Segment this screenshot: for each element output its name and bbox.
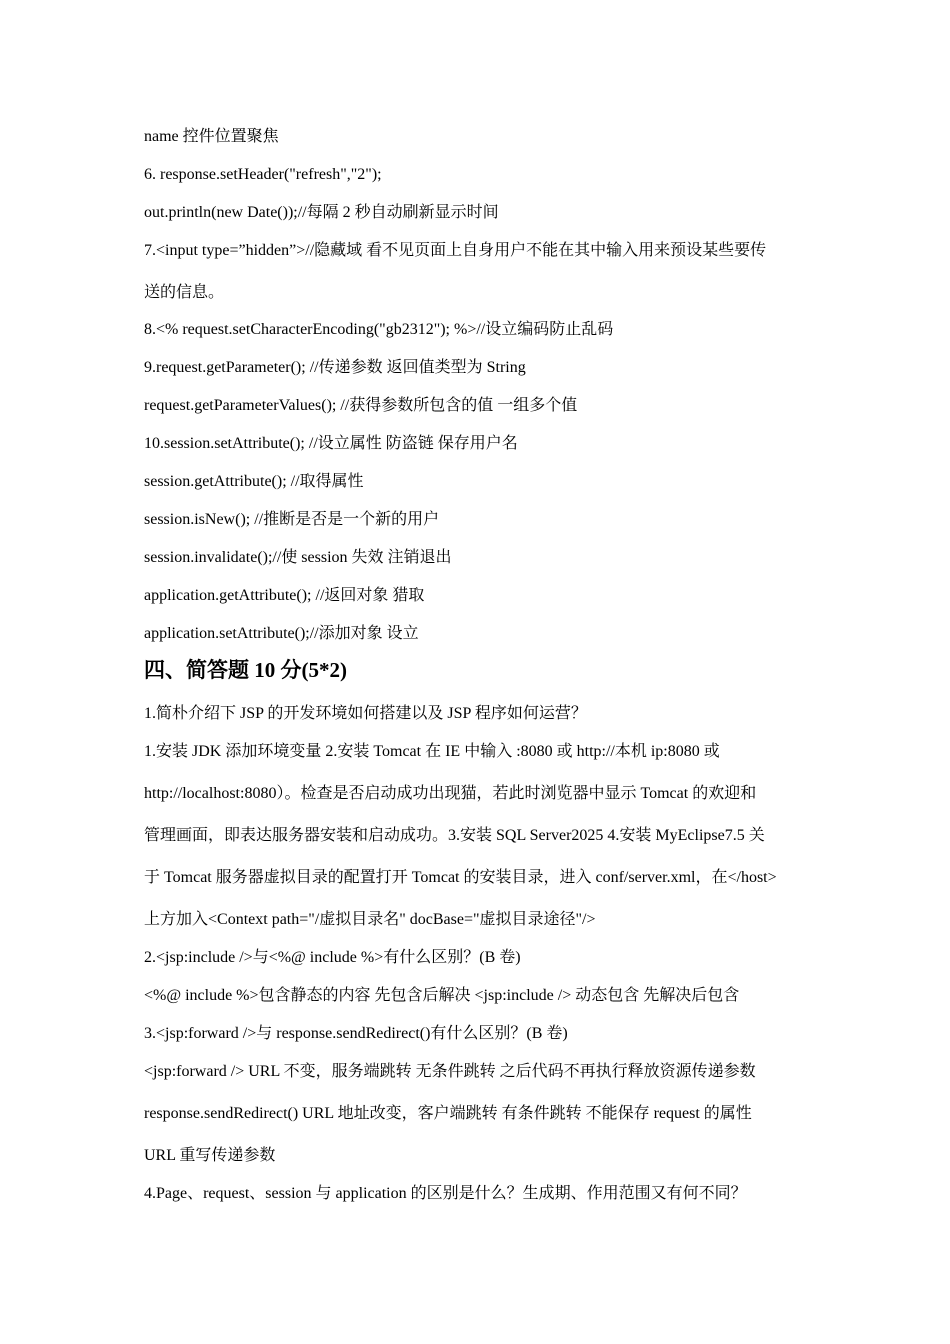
text-line: application.getAttribute(); //返回对象 猎取	[144, 587, 425, 604]
text-line: 3.<jsp:forward />与 response.sendRedirect()有什么区别？(B 卷)	[144, 1025, 568, 1042]
text-line: application.setAttribute();//添加对象 设立	[144, 625, 419, 642]
text-line: 上方加入<Context path="/虚拟目录名" docBase="虚拟目录途径"/>	[144, 911, 596, 928]
text-line: name 控件位置聚焦	[144, 128, 279, 145]
text-line: 4.Page、request、session 与 application 的区别是什么？生成期、作用范围又有何不同？	[144, 1185, 747, 1202]
text-line: session.isNew(); //推断是否是一个新的用户	[144, 511, 440, 528]
section-heading: 四、简答题 10 分(5*2)	[144, 658, 347, 682]
text-line: session.invalidate();//使 session 失效 注销退出	[144, 549, 452, 566]
text-line: 管理画面，即表达服务器安装和启动成功。3.安装 SQL Server2025 4.安装 MyEclipse7.5 关	[144, 827, 765, 844]
text-line: 8.<% request.setCharacterEncoding("gb2312"); %>//设立编码防止乱码	[144, 321, 614, 338]
text-line: 9.request.getParameter(); //传递参数 返回值类型为 String	[144, 359, 526, 376]
text-line: 1.安装 JDK 添加环境变量 2.安装 Tomcat 在 IE 中输入 :8080 或 http://本机 ip:8080 或	[144, 743, 720, 760]
text-line: http://localhost:8080）。检查是否启动成功出现猫，若此时浏览器中显示 Tomcat 的欢迎和	[144, 785, 757, 802]
text-line: <jsp:forward /> URL 不变，服务端跳转 无条件跳转 之后代码不再执行释放资源传递参数	[144, 1063, 756, 1080]
text-line: 2.<jsp:include />与<%@ include %>有什么区别？(B 卷)	[144, 949, 521, 966]
text-line: 送的信息。	[144, 284, 225, 301]
text-line: session.getAttribute(); //取得属性	[144, 473, 364, 490]
text-line: URL 重写传递参数	[144, 1147, 276, 1164]
text-line: out.println(new Date());//每隔 2 秒自动刷新显示时间	[144, 204, 499, 221]
text-line: 6. response.setHeader("refresh","2");	[144, 166, 382, 183]
text-line: <%@ include %>包含静态的内容 先包含后解决 <jsp:include /> 动态包含 先解决后包含	[144, 987, 740, 1004]
text-line: 7.<input type=”hidden”>//隐藏域 看不见页面上自身用户不能在其中输入用来预设某些要传	[144, 242, 767, 259]
text-line: 于 Tomcat 服务器虚拟目录的配置打开 Tomcat 的安装目录，进入 conf/server.xml，在</host>	[144, 869, 777, 886]
text-line: response.sendRedirect() URL 地址改变，客户端跳转 有条件跳转 不能保存 request 的属性	[144, 1105, 752, 1122]
text-line: request.getParameterValues(); //获得参数所包含的值 一组多个值	[144, 397, 578, 414]
text-line: 1.简朴介绍下 JSP 的开发环境如何搭建以及 JSP 程序如何运营？	[144, 705, 587, 722]
text-line: 10.session.setAttribute(); //设立属性 防盗链 保存用户名	[144, 435, 518, 452]
